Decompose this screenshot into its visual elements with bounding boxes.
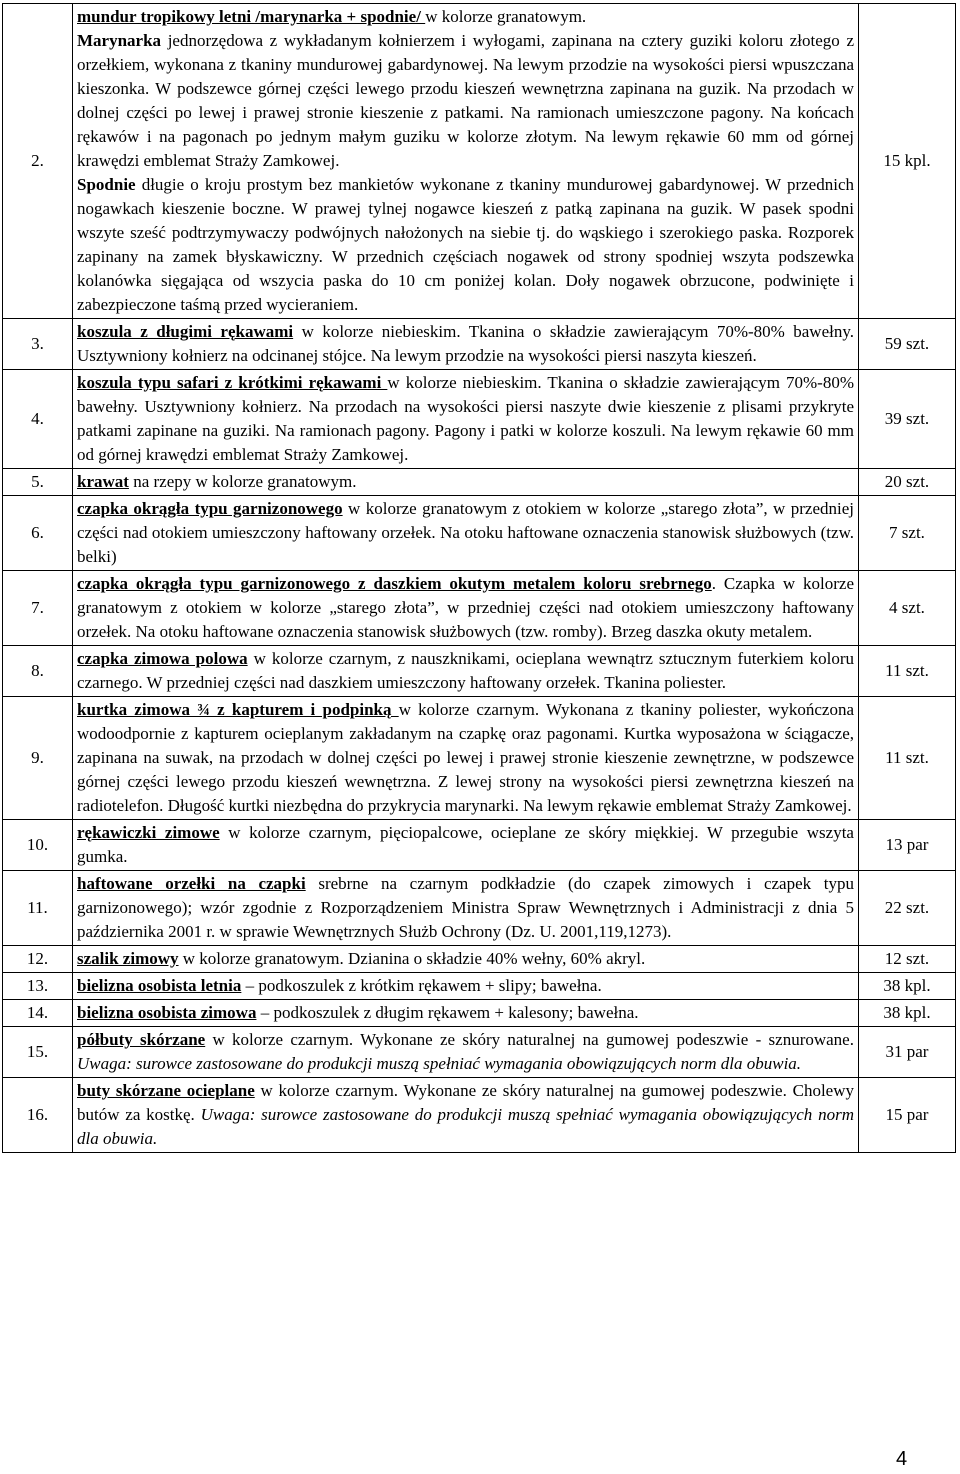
item-name: koszula typu safari z krótkimi rękawami (77, 373, 388, 392)
page-number: 4 (896, 1448, 908, 1470)
item-description (73, 1078, 859, 1153)
table-row (3, 1000, 956, 1027)
item-name: czapka zimowa polowa (77, 649, 248, 668)
item-name: czapka okrągła typu garnizonowego z daszkiem okutym metalem koloru srebrnego (77, 574, 712, 593)
item-number: 8. (3, 646, 73, 697)
item-text: srebrne na czarnym podkładzie (do czapek zimowych i czapek typu garnizonowego); wzór zgodnie z Rozporządzeniem Ministra Spraw Wewnętrznych i Administracji z dnia 5 października 2001 r. w sprawie Wewnętrznych Służb Ochrony (Dz. U. 2001,119,1273). (77, 874, 854, 941)
item-description (73, 1027, 859, 1078)
item-text: w kolorze czarnym. Wykonane ze skóry naturalnej na gumowej podeszwie. Cholewy butów za kostkę. (77, 1081, 854, 1124)
item-note: Uwaga: surowce zastosowane do produkcji muszą spełniać wymagania obowiązujących norm dla obuwia. (77, 1105, 854, 1148)
table-row (3, 697, 956, 820)
item-number: 15. (3, 1027, 73, 1078)
item-name: haftowane orzełki na czapki (77, 874, 306, 893)
item-description (73, 946, 859, 973)
item-description (73, 4, 859, 319)
item-number: 16. (3, 1078, 73, 1153)
item-name: koszula z długimi rękawami (77, 322, 294, 341)
item-quantity: 12 szt. (859, 946, 956, 973)
item-number: 4. (3, 370, 73, 469)
item-quantity: 59 szt. (859, 319, 956, 370)
item-text: w kolorze granatowym. Dzianina o składzie 40% wełny, 60% akryl. (178, 949, 646, 968)
item-quantity: 4 szt. (859, 571, 956, 646)
item-quantity: 39 szt. (859, 370, 956, 469)
specification-table (2, 3, 956, 1153)
table-row (3, 820, 956, 871)
item-number: 6. (3, 496, 73, 571)
table-row (3, 496, 956, 571)
item-quantity: 15 kpl. (859, 4, 956, 319)
item-name: czapka okrągła typu garnizonowego (77, 499, 343, 518)
item-text: jednorzędowa z wykładanym kołnierzem i wyłogami, zapinana na cztery guziki koloru złotego z orzełkiem, wykonana z tkaniny mundurowej gabardynowej. Na lewym przodzie na wysokości piersi wpuszczana kieszonka. W podszewce górnej części lewego przodu kieszeń wewnętrzna zapinana na guzik. Na przodach w dolnej części po lewej i prawej stronie kieszenie z patkami. Na ramionach umieszczone pagony. Na końcach rękawów i na pagonach po jednym małym guziku w kolorze złotym. Na lewym rękawie 60 mm od górnej krawędzi emblemat Straży Zamkowej. (77, 31, 854, 170)
item-text: na rzepy w kolorze granatowym. (128, 472, 357, 491)
item-text: – podkoszulek z długim rękawem + kalesony; bawełna. (256, 1003, 639, 1022)
item-name: kurtka zimowa ¾ z kapturem i podpinką (77, 700, 399, 719)
table-row (3, 871, 956, 946)
item-description (73, 571, 859, 646)
item-quantity: 20 szt. (859, 469, 956, 496)
item-name: szalik zimowy (77, 949, 179, 968)
item-description (73, 646, 859, 697)
item-text: długie o kroju prostym bez mankietów wykonane z tkaniny mundurowej gabardynowej. W przednich nogawkach kieszenie boczne. W prawej tylnej nogawce kieszeń z patką zapinana na guzik. W pasek spodni wszyte sześć podtrzymywaczy podwójnych nałożonych na siebie tj. do wąskiego i szerokiego paska. Rozporek zapinany na zamek błyskawiczny. W przednich częściach nogawek od strony spodniej wszyta podszewka kolanówka sięgająca od wszycia paska do 10 cm poniżej kolan. Doły nogawek obrzucone, podwinięte i zabezpieczone taśmą przed wycieraniem. (77, 175, 854, 314)
item-number: 11. (3, 871, 73, 946)
item-text: w kolorze niebieskim. Tkanina o składzie zawierającym 70%-80% bawełny. Usztywniony kołnierz. Na przodach na wysokości piersi naszyte dwie kieszenie z plisami przykryte patkami zapinane na guziki. Na ramionach pagony. Pagony i patki w kolorze koszuli. Na lewym rękawie 60 mm od górnej krawędzi emblemat Straży Zamkowej. (77, 373, 854, 464)
item-text: w kolorze niebieskim. Tkanina o składzie zawierającym 70%-80% bawełny. Usztywniony kołnierz na odcinanej stójce. Na lewym przodzie na wysokości piersi naszyta kieszeń. (77, 322, 854, 365)
table-row (3, 973, 956, 1000)
item-quantity: 38 kpl. (859, 973, 956, 1000)
table-row (3, 319, 956, 370)
item-description (73, 820, 859, 871)
item-quantity: 7 szt. (859, 496, 956, 571)
item-quantity: 15 par (859, 1078, 956, 1153)
item-description (73, 370, 859, 469)
item-text: – podkoszulek z krótkim rękawem + slipy; bawełna. (241, 976, 602, 995)
item-number: 3. (3, 319, 73, 370)
item-description (73, 496, 859, 571)
item-text: . Czapka w kolorze granatowym z otokiem w kolorze „starego złota”, w przedniej części nad otokiem umieszczony haftowany orzełek. Na otoku haftowane oznaczenia stanowisk służbowych (tzw. romby). Brzeg daszka okuty metalem. (77, 574, 854, 641)
item-number: 7. (3, 571, 73, 646)
item-description (73, 319, 859, 370)
table-row (3, 571, 956, 646)
item-quantity: 38 kpl. (859, 1000, 956, 1027)
table-row (3, 946, 956, 973)
item-number: 9. (3, 697, 73, 820)
item-quantity: 11 szt. (859, 697, 956, 820)
item-name: krawat (77, 472, 129, 491)
item-description (73, 1000, 859, 1027)
table-row (3, 1078, 956, 1153)
table-row (3, 4, 956, 319)
item-subheading: Spodnie (77, 175, 136, 194)
item-text: w kolorze czarnym. Wykonana z tkaniny poliester, wykończona wodoodpornie z kapturem ocieplanym zakładanym na czapkę oraz pagonami. Kurtka wyposażona w ściągacze, zapinana na suwak, na przodach w dolnej części po lewej i prawej stronie kieszenie zewnętrzne, w podszewce górnej części lewego przodu kieszeń wewnętrzna. Z lewej strony na wysokości piersi zewnętrzna kieszeń na radiotelefon. Długość kurtki niezbędna do przykrycia marynarki. Na lewym rękawie emblemat Straży Zamkowej. (77, 700, 854, 815)
table-row (3, 646, 956, 697)
item-text: w kolorze granatowym. (425, 7, 587, 26)
item-name: bielizna osobista zimowa (77, 1003, 257, 1022)
item-number: 12. (3, 946, 73, 973)
item-name: półbuty skórzane (77, 1030, 206, 1049)
item-number: 5. (3, 469, 73, 496)
item-name: rękawiczki zimowe (77, 823, 220, 842)
item-text: w kolorze czarnym. Wykonane ze skóry naturalnej na gumowej podeszwie - sznurowane. (205, 1030, 854, 1049)
item-text: w kolorze czarnym, pięciopalcowe, ocieplane ze skóry miękkiej. W przegubie wszyta gumka. (77, 823, 854, 866)
table-row (3, 370, 956, 469)
item-text: w kolorze czarnym, z nauszknikami, ocieplana wewnątrz sztucznym futerkiem koloru czarnego. W przedniej części nad daszkiem umieszczony haftowany orzełek. Tkanina poliester. (77, 649, 854, 692)
item-quantity: 11 szt. (859, 646, 956, 697)
item-quantity: 13 par (859, 820, 956, 871)
item-number: 2. (3, 4, 73, 319)
item-description (73, 973, 859, 1000)
item-number: 10. (3, 820, 73, 871)
item-name: bielizna osobista letnia (77, 976, 242, 995)
item-subheading: Marynarka (77, 31, 162, 50)
item-quantity: 31 par (859, 1027, 956, 1078)
item-note: Uwaga: surowce zastosowane do produkcji muszą spełniać wymagania obowiązujących norm dla obuwia. (77, 1054, 802, 1073)
table-row (3, 469, 956, 496)
item-number: 14. (3, 1000, 73, 1027)
item-quantity: 22 szt. (859, 871, 956, 946)
item-description (73, 697, 859, 820)
item-name: buty skórzane ocieplane (77, 1081, 255, 1100)
item-description (73, 469, 859, 496)
specification-table-body (3, 4, 956, 1153)
item-text: w kolorze granatowym z otokiem w kolorze „starego złota”, w przedniej części nad otokiem umieszczony haftowany orzełek. Na otoku haftowane oznaczenia stanowisk służbowych (tzw. belki) (77, 499, 854, 566)
item-number: 13. (3, 973, 73, 1000)
item-name: mundur tropikowy letni /marynarka + spodnie/ (77, 7, 426, 26)
item-description (73, 871, 859, 946)
table-row (3, 1027, 956, 1078)
